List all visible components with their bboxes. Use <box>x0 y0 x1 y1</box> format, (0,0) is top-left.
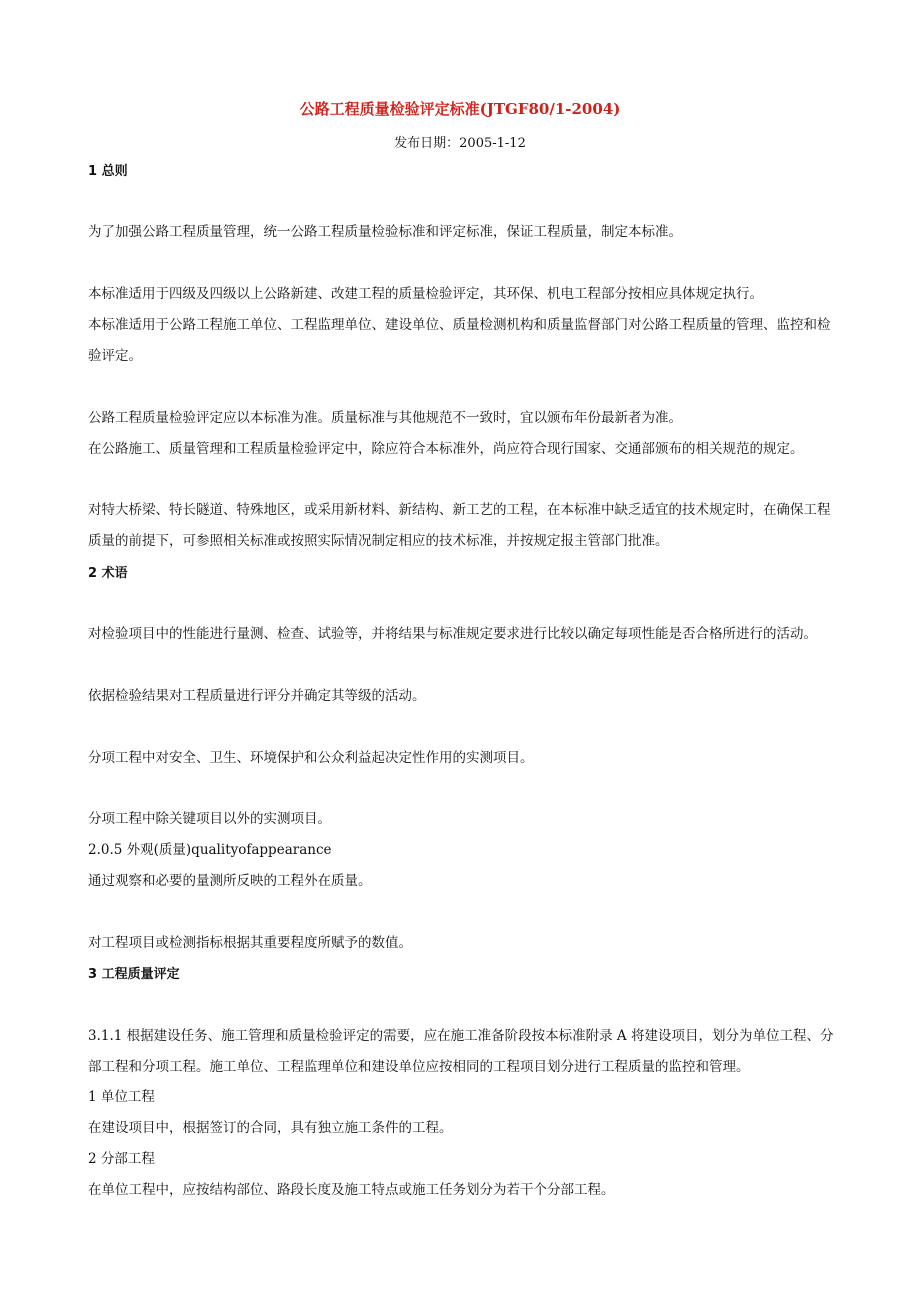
paragraph: 3.1.1 根据建设任务、施工管理和质量检验评定的需要，应在施工准备阶段按本标准附录 A 将建设项目，划分为单位工程、分 <box>88 1028 834 1044</box>
paragraph: 在单位工程中，应按结构部位、路段长度及施工特点或施工任务划分为若干个分部工程。 <box>88 1182 615 1198</box>
paragraph: 2.0.5 外观(质量)qualityofappearance <box>88 842 332 858</box>
paragraph: 分项工程中除关键项目以外的实测项目。 <box>88 811 331 827</box>
section-heading-terms: 2 术语 <box>88 566 128 581</box>
paragraph: 为了加强公路工程质量管理，统一公路工程质量检验标准和评定标准，保证工程质量，制定本标准。 <box>88 224 682 240</box>
paragraph: 本标准适用于四级及四级以上公路新建、改建工程的质量检验评定，其环保、机电工程部分按相应具体规定执行。 <box>88 286 763 302</box>
paragraph: 对检验项目中的性能进行量测、检查、试验等，并将结果与标准规定要求进行比较以确定每项性能是否合格所进行的活动。 <box>88 626 817 642</box>
paragraph: 验评定。 <box>88 348 142 364</box>
paragraph: 1 单位工程 <box>88 1089 155 1105</box>
paragraph: 公路工程质量检验评定应以本标准为准。质量标准与其他规范不一致时，宜以颁布年份最新者为准。 <box>88 410 682 426</box>
paragraph: 对工程项目或检测指标根据其重要程度所赋予的数值。 <box>88 935 412 951</box>
paragraph: 2 分部工程 <box>88 1151 155 1167</box>
paragraph: 对特大桥梁、特长隧道、特殊地区，或采用新材料、新结构、新工艺的工程，在本标准中缺乏适宜的技术规定时，在确保工程 <box>88 502 831 518</box>
paragraph: 依据检验结果对工程质量进行评分并确定其等级的活动。 <box>88 688 426 704</box>
paragraph: 质量的前提下，可参照相关标准或按照实际情况制定相应的技术标准，并按规定报主管部门批准。 <box>88 533 669 549</box>
paragraph: 在公路施工、质量管理和工程质量检验评定中，除应符合本标准外，尚应符合现行国家、交通部颁布的相关规范的规定。 <box>88 441 804 457</box>
section-heading-general: 1 总则 <box>88 164 128 179</box>
paragraph: 部工程和分项工程。施工单位、工程监理单位和建设单位应按相同的工程项目划分进行工程质量的监控和管理。 <box>88 1059 750 1075</box>
section-heading-assessment: 3 工程质量评定 <box>88 967 180 982</box>
paragraph: 本标准适用于公路工程施工单位、工程监理单位、建设单位、质量检测机构和质量监督部门对公路工程质量的管理、监控和检 <box>88 317 831 333</box>
paragraph: 通过观察和必要的量测所反映的工程外在质量。 <box>88 873 372 889</box>
paragraph: 在建设项目中，根据签订的合同，具有独立施工条件的工程。 <box>88 1120 453 1136</box>
document-title: 公路工程质量检验评定标准(JTGF80/1-2004) <box>299 100 621 118</box>
paragraph: 分项工程中对安全、卫生、环境保护和公众利益起决定性作用的实测项目。 <box>88 750 534 766</box>
publish-date: 发布日期：2005-1-12 <box>394 136 526 151</box>
